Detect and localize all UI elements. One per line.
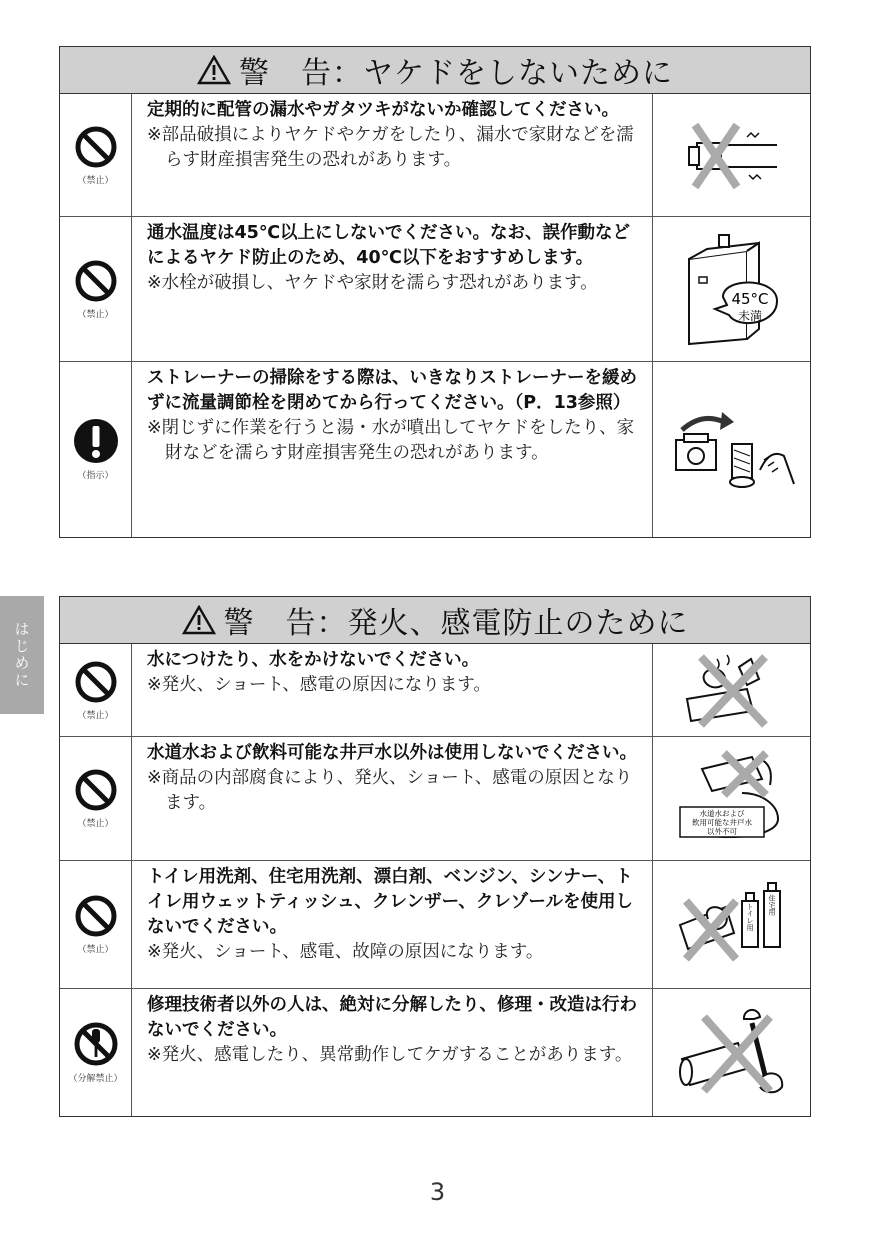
tap-water-only-illustration bbox=[672, 749, 792, 849]
illustration-cell bbox=[653, 644, 810, 736]
temperature-label: 45°C bbox=[730, 290, 769, 308]
side-tab bbox=[0, 596, 44, 714]
strainer-illustration bbox=[662, 400, 802, 500]
house-detergent-label: 住宅用 bbox=[767, 894, 776, 915]
prohibited-icon bbox=[74, 259, 118, 303]
wrench-repair-illustration bbox=[672, 1003, 792, 1103]
warning-main-text: 定期的に配管の漏水やガタツキがないか確認してください。 bbox=[147, 100, 619, 120]
symbol-cell bbox=[60, 861, 132, 988]
warning-row bbox=[60, 644, 810, 736]
no-disassembly-icon bbox=[73, 1021, 119, 1067]
warning-note: ※閉じずに作業を行うと湯・水が噴出してヤケドをしたり、家財などを濡らす財産損害発生の恐れがあります。 bbox=[147, 418, 635, 463]
page-number: 3 bbox=[429, 1178, 446, 1206]
warning-row bbox=[60, 94, 810, 216]
warning-row bbox=[60, 988, 810, 1116]
illustration-cell bbox=[653, 737, 810, 860]
warning-note: ※発火、ショート、感電の原因になります。 bbox=[147, 675, 491, 695]
text-cell bbox=[132, 861, 653, 988]
symbol-cell bbox=[60, 217, 132, 361]
warning-main-text: トイレ用洗剤、住宅用洗剤、漂白剤、ベンジン、シンナー、トイレ用ウェットティッシュ、クレンザー、クレゾールを使用しないでください。 bbox=[147, 867, 634, 937]
warning-triangle-icon bbox=[197, 55, 231, 85]
prohibited-icon bbox=[74, 894, 118, 938]
symbol-caption: （分解禁止） bbox=[68, 1074, 123, 1084]
leaking-pipe-illustration bbox=[677, 115, 787, 195]
symbol-cell bbox=[60, 989, 132, 1116]
symbol-caption: （禁止） bbox=[77, 710, 114, 721]
illustration-cell bbox=[653, 94, 810, 216]
warning-row bbox=[60, 216, 810, 361]
symbol-caption: （禁止） bbox=[77, 819, 114, 829]
tap-water-label-1: 水道水および bbox=[699, 808, 744, 818]
illustration-cell bbox=[653, 861, 810, 988]
tap-water-label-2: 飲用可能な井戸水 bbox=[691, 817, 752, 827]
prohibited-icon bbox=[74, 125, 118, 169]
illustration-cell bbox=[653, 362, 810, 537]
symbol-caption: （禁止） bbox=[77, 945, 114, 955]
warning-header bbox=[60, 597, 810, 644]
warning-note: ※商品の内部腐食により、発火、ショート、感電の原因となります。 bbox=[147, 768, 633, 813]
prohibited-icon bbox=[74, 768, 118, 812]
warning-note: ※部品破損によりヤケドやケガをしたり、漏水で家財などを濡らす財産損害発生の恐れがあります。 bbox=[147, 125, 634, 170]
text-cell bbox=[132, 217, 653, 361]
warning-triangle-icon bbox=[182, 605, 216, 635]
warning-note: ※発火、ショート、感電、故障の原因になります。 bbox=[147, 942, 544, 962]
warning-note: ※水栓が破損し、ヤケドや家財を濡らす恐れがあります。 bbox=[147, 273, 598, 293]
illustration-cell bbox=[653, 217, 810, 361]
warning-box-burn bbox=[59, 46, 811, 538]
detergent-illustration bbox=[672, 875, 792, 975]
warning-header bbox=[60, 47, 810, 94]
water-splash-illustration bbox=[677, 649, 787, 731]
warning-row bbox=[60, 736, 810, 860]
text-cell bbox=[132, 737, 653, 860]
warning-row bbox=[60, 361, 810, 537]
warning-box-fire-shock bbox=[59, 596, 811, 1117]
symbol-caption: （禁止） bbox=[77, 175, 114, 186]
symbol-cell bbox=[60, 94, 132, 216]
water-heater-illustration bbox=[677, 229, 787, 349]
warning-main-text: 通水温度は45℃以上にしないでください。なお、誤作動などによるヤケド防止のため、40℃以下をおすすめします。 bbox=[147, 223, 631, 268]
symbol-cell bbox=[60, 362, 132, 537]
warning-note: ※発火、感電したり、異常動作してケガすることがあります。 bbox=[147, 1045, 633, 1065]
warning-title: 警 告：ヤケドをしないために bbox=[239, 56, 673, 91]
warning-row bbox=[60, 860, 810, 988]
illustration-cell bbox=[653, 989, 810, 1116]
symbol-cell bbox=[60, 644, 132, 736]
exclamation-icon bbox=[73, 418, 119, 464]
symbol-caption: （禁止） bbox=[77, 309, 114, 320]
warning-main-text: 修理技術者以外の人は、絶対に分解したり、修理・改造は行わないでください。 bbox=[147, 995, 637, 1040]
text-cell bbox=[132, 362, 653, 537]
warning-title: 警 告：発火、感電防止のために bbox=[223, 606, 689, 641]
text-cell bbox=[132, 644, 653, 736]
symbol-cell bbox=[60, 737, 132, 860]
text-cell bbox=[132, 94, 653, 216]
toilet-detergent-label: トイレ用 bbox=[745, 902, 754, 931]
prohibited-icon bbox=[74, 660, 118, 704]
text-cell bbox=[132, 989, 653, 1116]
side-tab-label: はじめに bbox=[12, 621, 31, 689]
symbol-caption: （指示） bbox=[77, 471, 114, 481]
warning-main-text: ストレーナーの掃除をする際は、いきなりストレーナーを緩めずに流量調節栓を閉めてから行ってください。（P．13参照） bbox=[147, 368, 637, 413]
warning-main-text: 水道水および飲料可能な井戸水以外は使用しないでください。 bbox=[147, 743, 637, 763]
temperature-sub-label: 未満 bbox=[737, 309, 762, 323]
tap-water-label-3: 以外不可 bbox=[706, 826, 737, 836]
warning-main-text: 水につけたり、水をかけないでください。 bbox=[147, 650, 480, 670]
